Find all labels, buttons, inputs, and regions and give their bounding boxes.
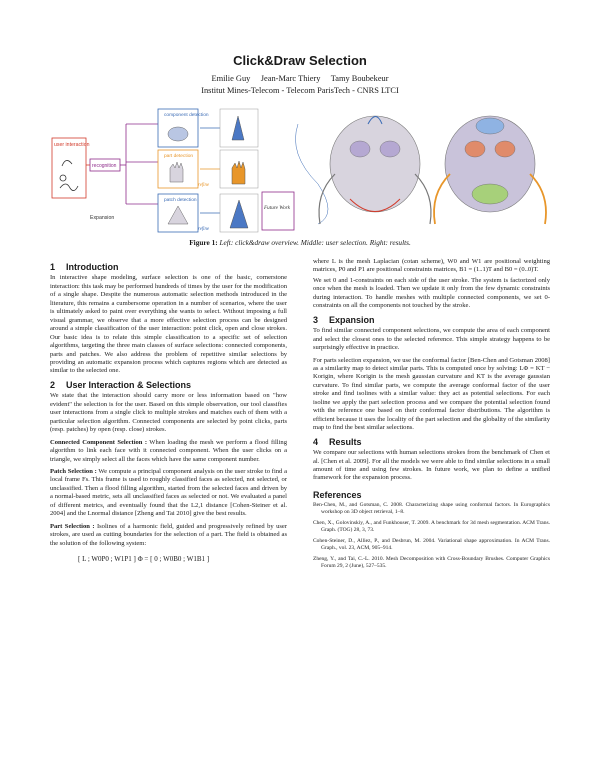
- section-heading-results: 4 Results: [313, 436, 362, 447]
- recognition-label: recognition: [92, 163, 117, 169]
- refine-label-2: refine: [198, 227, 210, 232]
- paper-title: Click&Draw Selection: [233, 53, 367, 68]
- harmonic-system-equation: [ L ; W0P0 ; W1P1 ] Φ = [ 0 ; W0B0 ; W1B1 ]: [78, 555, 210, 564]
- laplacian-paragraph: where L is the mesh Laplacian (cotan scheme), W0 and W1 are positional weighting matrices, P0 and P1 are positional constraints matrices, B1 = (1..1)T and B0 = (0..0)T.: [313, 258, 550, 274]
- constraints-paragraph: We set 0 and 1-constraints on each side of the user stroke. The system is factorized only once when the mesh is loaded. Then we update it only from the few dynamic constraints during interaction. To handle meshes with multiple connected components, we set 0-constraints on all the components not touched by the stroke.: [313, 276, 550, 310]
- patch-detection-label: patch detection: [164, 198, 197, 203]
- reference-item: Chen, X., Golovinskiy, A., and Funkhouser, T. 2009. A benchmark for 3d mesh segmentation. ACM Trans. Graph. (TOG) 28, 3, 73.: [313, 520, 550, 534]
- section-heading-user-interaction: 2 User Interaction & Selections: [50, 379, 192, 390]
- results-paragraph: We compare our selections with human selections strokes from the benchmark of Chen et al. [Chen et al. 2009]. For all the models we were able to find similar selections in a small amount of time and using few strokes. In future work, we plan to define a unified framework for the expansion process.: [313, 449, 550, 482]
- component-mesh-icon: [168, 127, 188, 141]
- expansion-paragraph-1: To find similar connected component selections, we compute the area of each component and select the closest ones to the selected reference. This simple strategy happens to be surprisingly effective in practice.: [313, 327, 550, 352]
- user-interaction-paragraph: We state that the interaction should carry more or less information based on "how evident" the selection is for the user. Based on this simple observation, our tool classifies user interactions from a single click to multiple strokes and matches each of them with a particular selection algorithm. Connected components are selected by point clicks, parts (resp. patches) by open (resp. close) strokes.: [50, 392, 287, 434]
- results-mesh: [434, 116, 546, 224]
- component-detection-label: component detection: [164, 113, 209, 118]
- affiliation: Institut Mines-Telecom - Telecom ParisTech - CNRS LTCI: [201, 86, 399, 95]
- figure-caption: [0, 238, 600, 247]
- future-work-box: [262, 192, 294, 230]
- figure-overview-diagram: [50, 104, 550, 234]
- section-heading-references: References: [313, 489, 362, 500]
- click-icon: [60, 175, 66, 181]
- expansion-label: Expansion: [90, 215, 115, 221]
- reference-item: Zheng, Y., and Tai, C.-L. 2010. Mesh Decomposition with Cross-Boundary Brushes. Computer Graphics Forum 29, 2 (June), 527–535.: [313, 556, 550, 570]
- open-stroke-icon: [60, 184, 78, 191]
- caption-text: Left: click&draw overview. Middle: user selection. Right: results.: [219, 238, 411, 247]
- hand-mesh-icon: [170, 162, 183, 182]
- patch-selection-paragraph: Patch Selection : We compute a principal component analysis on the user stroke to find a local frame Fs. This frame is used to roughly classified faces as selected, not selected, or unclassified. Then a flood filling algorithm, started from the selected faces and driven by a normal-based metric, sets all unclassified faces as selected or not. We evaluated a panel of different metrics, and eventually found that the L2,1 distance [Cohen-Steiner et al. 2004] and the Lnormal distance [Zheng and Tai 2010] give the best results.: [50, 467, 287, 518]
- reference-item: Ben-Chen, M., and Gotsman, C. 2008. Characterizing shape using conformal factors. In Eurographics workshop on 3D object retrieval, 1–8.: [313, 502, 550, 516]
- reference-item: Cohen-Steiner, D., Alliez, P., and Desbrun, M. 2004. Variational shape approximation. In ACM Trans. Graph., vol. 23, ACM, 905–914.: [313, 538, 550, 552]
- section-heading-introduction: 1 Introduction: [50, 262, 119, 272]
- right-column: [313, 258, 550, 574]
- future-work-label: Future Work: [264, 205, 290, 211]
- part-detection-label: part detection: [164, 154, 194, 159]
- authors: Emilie Guy Jean-Marc Thiery Tamy Boubekeur: [211, 74, 389, 83]
- section-heading-expansion: 3 Expansion: [313, 314, 375, 325]
- part-selection-paragraph: Part Selection : Isolines of a harmonic field, guided and progressively refined by user strokes, are used as cutting boundaries for the selection of a part. The field is obtained as the solution of the following system:: [50, 522, 287, 547]
- refine-label-1: refine: [198, 183, 210, 188]
- expansion-paragraph-2: For parts selection expansion, we use the conformal factor [Ben-Chen and Gotsman 2008] as a similarity map to detect similar parts. This is computed once by solving: LΦ = KT − Korigin, where Korigin is the mesh gaussian curvature and KT is the average gaussian curvature. To find similar parts, we compute the average conformal factor of the user stroke and find isolines with a similar value: they act as potential selections. For each isoline we apply the part selection process and we compare the potential selection found with the reference one based on their conformal factor distributions. The algorithm is efficient because it uses the locality of the part selection and the globality of the similarity map to find the best similar selections.: [313, 356, 550, 432]
- intro-paragraph: In interactive shape modeling, surface selection is one of the basic, cornerstone interaction: this task may be performed hundreds of times by the user for the modification of a single shape. Despite the numerous automatic selection methods introduced in the literature, this remains a cumbersome operation in a number of scenarios, where the user is ultimately asked to paint over everything she wants to select. Without imposing a full visual grammar, we observe that a more effective selection process can be designed around a simple classification of the user interaction: point click, open and close strokes. Our basic idea is to relate this simple classification to a specific set of selection algorithms, targeting the three main classes of surface selections: connected components, parts and patches. We also address the problem of repetitive similar selections by providing an automatic expansion process which captures regions which are detected as similar to the selected one.: [50, 274, 287, 375]
- figure-1: [50, 104, 550, 234]
- stroke-icon: [62, 160, 72, 166]
- hand-result-icon: [232, 161, 245, 184]
- user-selection-mesh: [319, 116, 431, 224]
- caption-label: Figure 1:: [189, 238, 218, 247]
- ccs-paragraph: Connected Component Selection : When loading the mesh we perform a flood filling algorithm to link each face with it connected component. When the user clicks on a triangle, we simply select all the faces which have the same component number.: [50, 438, 287, 463]
- left-column: [50, 258, 287, 568]
- user-interaction-label: user interaction: [54, 142, 90, 148]
